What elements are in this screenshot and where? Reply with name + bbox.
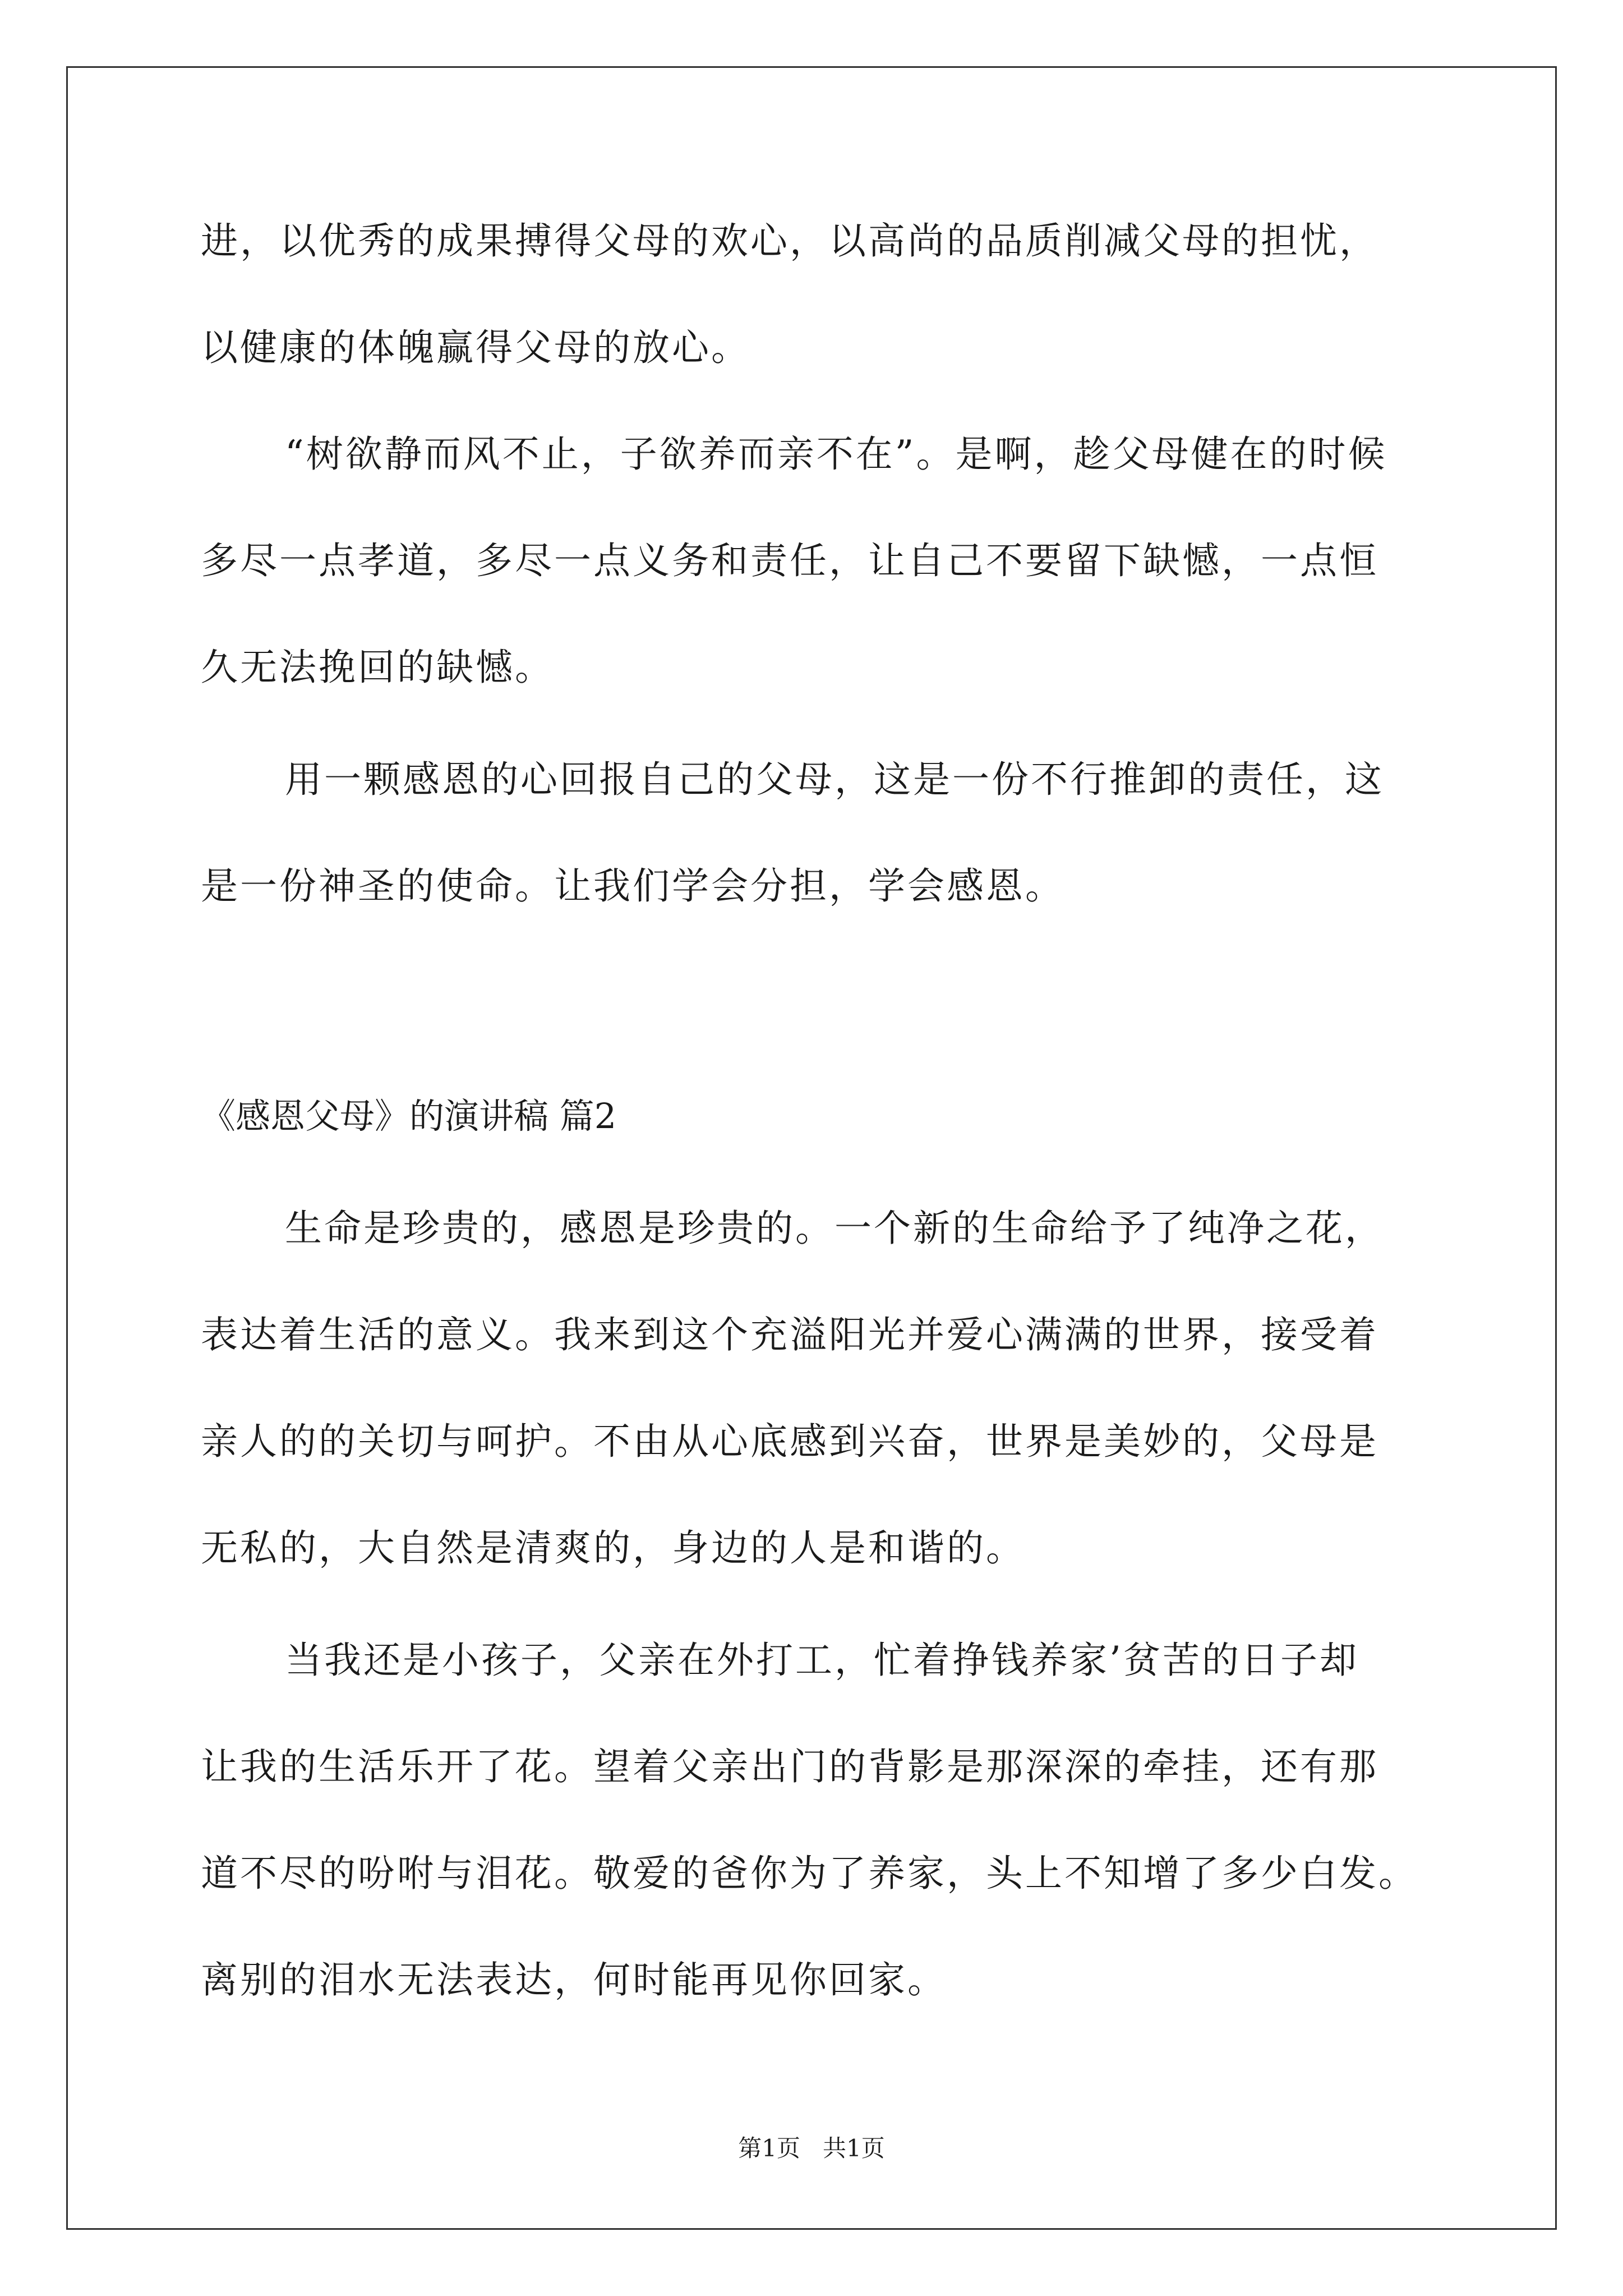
paragraph-line: 当我还是小孩子，父亲在外打工，忙着挣钱养家’贫苦的日子却 <box>285 1639 1359 1682</box>
paragraph-line: 以健康的体魄赢得父母的放心。 <box>201 326 750 369</box>
paragraph-line: 离别的泪水无法表达，何时能再见你回家。 <box>201 1958 947 2001</box>
section-heading: 《感恩父母》的演讲稿 篇2 <box>201 1096 617 1137</box>
paragraph-line: 用一颗感恩的心回报自己的父母，这是一份不行推卸的责任，这 <box>285 758 1384 801</box>
paragraph-line: 让我的生活乐开了花。望着父亲出门的背影是那深深的牵挂，还有那 <box>201 1745 1378 1788</box>
paragraph-line: 表达着生活的意义。我来到这个充溢阳光并爱心满满的世界，接受着 <box>201 1313 1378 1356</box>
page-footer: 第1页 共1页 <box>738 2134 885 2162</box>
paragraph-line: 进，以优秀的成果搏得父母的欢心，以高尚的品质削减父母的担忧， <box>201 219 1378 263</box>
paragraph-line: 道不尽的吩咐与泪花。敬爱的爸你为了养家，头上不知增了多少白发。 <box>201 1852 1418 1895</box>
paragraph-line: 多尽一点孝道，多尽一点义务和责任，让自己不要留下缺憾，一点恒 <box>201 539 1378 582</box>
paragraph-line: 久无法挽回的缺憾。 <box>201 646 554 689</box>
paragraph-line: “树欲静而风不止，子欲养而亲不在”。是啊，趁父母健在的时候 <box>285 432 1387 476</box>
paragraph-line: 无私的，大自然是清爽的，身边的人是和谐的。 <box>201 1526 1025 1570</box>
paragraph-line: 亲人的的关切与呵护。不由从心底感到兴奋，世界是美妙的，父母是 <box>201 1420 1378 1463</box>
page-border <box>66 66 1557 2230</box>
paragraph-line: 是一份神圣的使命。让我们学会分担，学会感恩。 <box>201 864 1064 908</box>
paragraph-line: 生命是珍贵的，感恩是珍贵的。一个新的生命给予了纯净之花， <box>285 1207 1384 1250</box>
